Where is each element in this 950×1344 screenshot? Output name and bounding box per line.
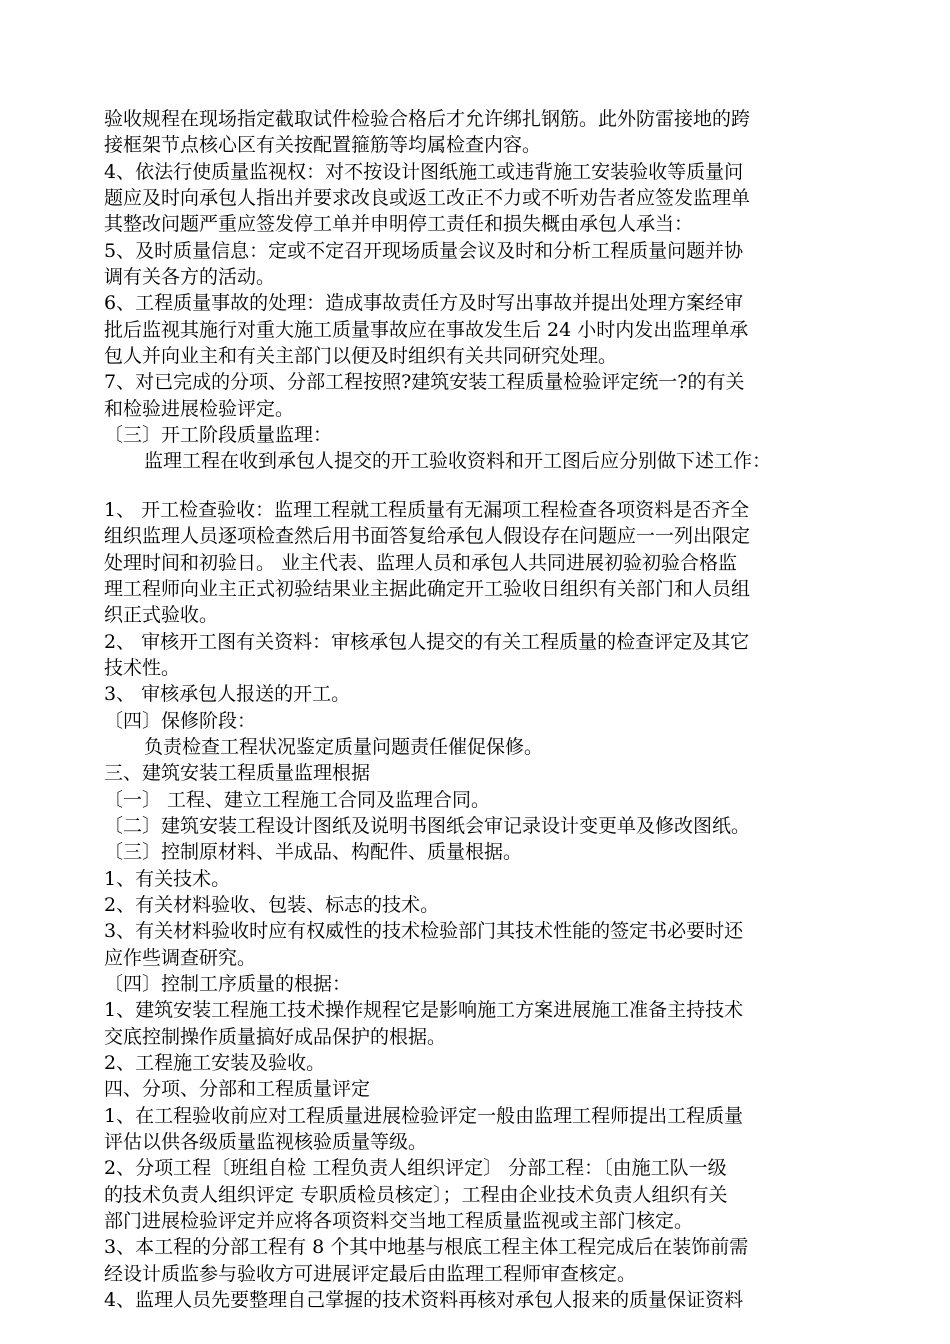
blank-spacer <box>104 475 884 497</box>
text-line: 2、 审核开工图有关资料：审核承包人提交的有关工程质量的检查评定及其它 <box>104 630 750 653</box>
section-heading: 〔四〕保修阶段： <box>104 709 257 732</box>
text-line: 评估以供各级质量监视核验质量等级。 <box>104 1131 428 1154</box>
text-line: 部门进展检验评定并应将各项资料交当地工程质量监视或主部门核定。 <box>104 1210 694 1233</box>
paragraph-line: 负责检查工程状况鉴定质量问题责任催促保修。 <box>144 735 544 758</box>
text-line: 处理时间和初验日。 业主代表、监理人员和承包人共同进展初验初验合格监 <box>104 551 738 574</box>
text-line: 调有关各方的活动。 <box>104 266 276 289</box>
text-line: 应作些调查研究。 <box>104 946 257 969</box>
section-heading: 四、分项、分部和工程质量评定 <box>104 1078 371 1101</box>
text-line: 织正式验收。 <box>104 604 219 627</box>
text-line: 〔一〕 工程、建立工程施工合同及监理合同。 <box>104 788 491 811</box>
section-heading: 〔三〕开工阶段质量监理： <box>104 424 333 447</box>
text-line: 组织监理人员逐项检查然后用书面答复给承包人假设存在问题应一一列出限定 <box>104 525 751 548</box>
text-line: 3、 审核承包人报送的开工。 <box>104 683 351 706</box>
text-line: 其整改问题严重应签发停工单并申明停工责任和损失概由承包人承当： <box>104 213 694 236</box>
text-line: 验收规程在现场指定截取试件检验合格后才允许绑扎钢筋。此外防雷接地的跨 <box>104 108 751 130</box>
document-body <box>104 106 884 1313</box>
text-line: 6、工程质量事故的处理：造成事故责任方及时写出事故并提出处理方案经审 <box>104 292 744 315</box>
text-line: 和检验进展检验评定。 <box>104 397 295 420</box>
text-line: 题应及时向承包人指出并要求改良或返工改正不力或不听劝告者应签发监理单 <box>104 187 751 210</box>
text-line: 7、对已完成的分项、分部工程按照?建筑安装工程质量检验评定统一?的有关 <box>104 371 745 394</box>
section-heading: 〔四〕控制工序质量的根据： <box>104 973 352 995</box>
text-line: 1、有关技术。 <box>104 867 231 890</box>
text-line: 接框架节点核心区有关按配置箍筋等均属检查内容。 <box>104 134 542 157</box>
text-line: 2、有关材料验收、包装、标志的技术。 <box>104 893 440 916</box>
paragraph-line: 监理工程在收到承包人提交的开工验收资料和开工图后应分别做下述工作： <box>144 450 772 473</box>
text-line: 技术性。 <box>104 656 181 679</box>
text-line: 1、 开工检查验收：监理工程就工程质量有无漏项工程检查各项资料是否齐全 <box>104 498 750 521</box>
text-line: 3、有关材料验收时应有权威性的技术检验部门其技术性能的签定书必要时还 <box>104 920 744 943</box>
text-line: 4、监理人员先要整理自己掌握的技术资料再核对承包人报来的质量保证资料 <box>104 1289 744 1312</box>
text-line: 理工程师向业主正式初验结果业主据此确定开工验收日组织有关部门和人员组 <box>104 577 751 600</box>
text-line: 包人并向业主和有关主部门以便及时组织有关共同研究处理。 <box>104 345 618 368</box>
text-line: 2、工程施工安装及验收。 <box>104 1052 326 1075</box>
text-line: 批后监视其施行对重大施工质量事故应在事故发生后 24 小时内发出监理单承 <box>104 318 749 341</box>
text-line: 5、及时质量信息：定或不定召开现场质量会议及时和分析工程质量问题并协 <box>104 239 744 262</box>
text-line: 〔二〕建筑安装工程设计图纸及说明书图纸会审记录设计变更单及修改图纸。 <box>104 814 751 837</box>
text-line: 经设计质监参与验收方可进展评定最后由监理工程师审查核定。 <box>104 1262 637 1285</box>
section-heading: 三、建筑安装工程质量监理根据 <box>104 762 371 785</box>
text-line: 的技术负责人组织评定 专职质检员核定〕；工程由企业技术负责人组织有关 <box>104 1183 728 1206</box>
text-line: 交底控制操作质量搞好成品保护的根据。 <box>104 1025 447 1048</box>
text-line: 1、建筑安装工程施工技术操作规程它是影响施工方案进展施工准备主持技术 <box>104 999 744 1022</box>
text-line: 3、本工程的分部工程有 8 个其中地基与根底工程主体工程完成后在装饰前需 <box>104 1236 749 1259</box>
text-line: 4、依法行使质量监视权：对不按设计图纸施工或违背施工安装验收等质量问 <box>104 160 744 183</box>
text-line: 〔三〕控制原材料、半成品、构配件、质量根据。 <box>104 841 523 864</box>
text-line: 2、分项工程〔班组自检 工程负责人组织评定〕 分部工程：〔由施工队一级 <box>104 1157 727 1180</box>
text-line: 1、在工程验收前应对工程质量进展检验评定一般由监理工程师提出工程质量 <box>104 1104 744 1127</box>
